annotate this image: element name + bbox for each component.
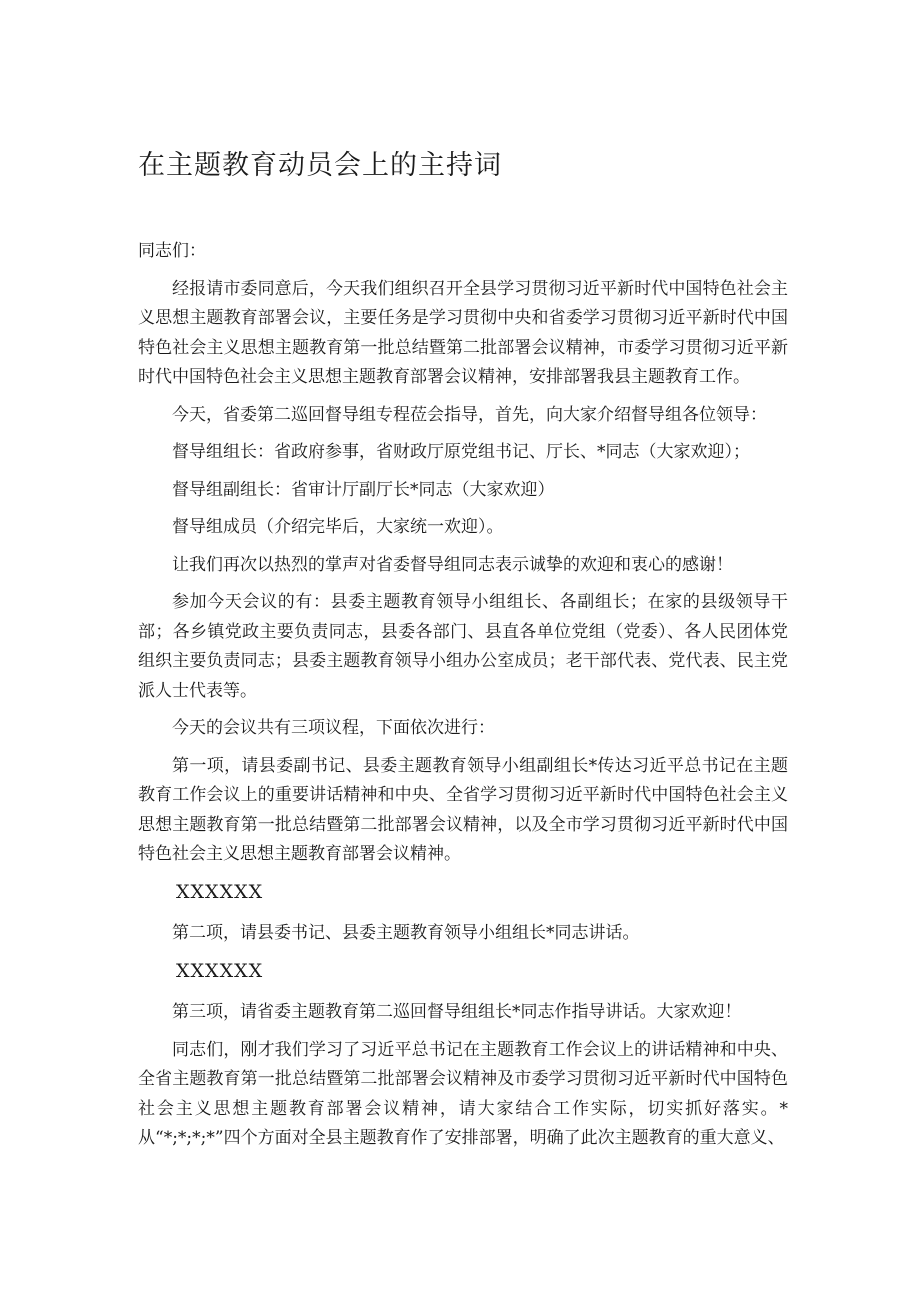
paragraph-team-leader: 督导组组长：省政府参事，省财政厅原党组书记、厅长、*同志（大家欢迎）；	[172, 442, 750, 462]
placeholder-text: XXXXXX	[176, 880, 264, 903]
paragraph-thanks: 让我们再次以热烈的掌声对省委督导组同志表示诚挚的欢迎和衷心的感谢！	[172, 554, 733, 575]
paragraph-closing: 同志们，刚才我们学习了习近平总书记在主题教育工作会议上的讲话精神和中央、全省主题教育第一批总结暨第二批部署会议精神及市委学习贯彻习近平新时代中国特色社会主义思想主题教育部署会议精神，请大家结合工作实际，切实抓好落实。*从“*;*;*;*”四个方面对全县主题教育作了安排部署，明确了此次主题教育的重大意义、	[138, 1039, 788, 1148]
salutation: 同志们：	[138, 241, 206, 261]
paragraph-agenda-item-3: 第三项，请省委主题教育第二巡回督导组组长*同志作指导讲话。大家欢迎！	[172, 1002, 742, 1022]
document-body	[138, 237, 788, 1162]
paragraph-agenda-intro: 今天的会议共有三项议程，下面依次进行：	[172, 718, 495, 738]
document-title: 在主题教育动员会上的主持词	[138, 150, 502, 181]
paragraph-introduction: 今天，省委第二巡回督导组专程莅会指导，首先，向大家介绍督导组各位领导：	[172, 404, 767, 425]
paragraph-agenda-item-1: 第一项，请县委副书记、县委主题教育领导小组副组长*传达习近平总书记在主题教育工作会议上的重要讲话精神和中央、全省学习贯彻习近平新时代中国特色社会主义思想主题教育第一批总结暨第二批部署会议精神，以及全市学习贯彻习近平新时代中国特色社会主义思想主题教育部署会议精神。	[138, 755, 788, 864]
paragraph-attendees: 参加今天会议的有：县委主题教育领导小组组长、各副组长；在家的县级领导干部；各乡镇党政主要负责同志，县委各部门、县直各单位党组（党委）、各人民团体党组织主要负责同志；县委主题教育领导小组办公室成员；老干部代表、党代表、民主党派人士代表等。	[138, 592, 788, 701]
paragraph-team-members: 督导组成员（介绍完毕后，大家统一欢迎）。	[172, 517, 504, 537]
placeholder-text: XXXXXX	[176, 959, 264, 982]
paragraph-deputy-leader: 督导组副组长：省审计厅副厅长*同志（大家欢迎）	[172, 479, 555, 500]
paragraph-opening: 经报请市委同意后，今天我们组织召开全县学习贯彻习近平新时代中国特色社会主义思想主题教育部署会议，主要任务是学习贯彻中央和省委学习贯彻习近平新时代中国特色社会主义思想主题教育第一批总结暨第二批部署会议精神，市委学习贯彻习近平新时代中国特色社会主义思想主题教育部署会议精神，安排部署我县主题教育工作。	[138, 278, 788, 387]
paragraph-agenda-item-2: 第二项，请县委书记、县委主题教育领导小组组长*同志讲话。	[172, 923, 640, 943]
